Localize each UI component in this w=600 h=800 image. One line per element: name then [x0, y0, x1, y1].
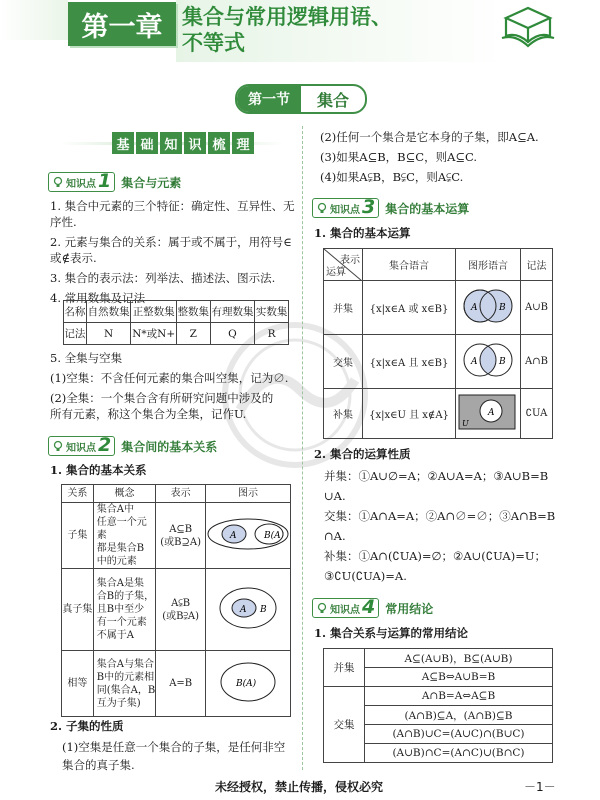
subset-prop-line: (1)空集是任意一个集合的子集，是任何非空: [62, 740, 286, 754]
conclusion-cell: (A∩B)⊆A，(A∩B)⊆B: [365, 706, 553, 725]
subset-prop-line: (4)如果A⫋B，B⫋C，则A⫋C.: [320, 170, 464, 184]
kp-number: 4: [362, 595, 376, 618]
kp1-item: 3. 集合的表示法：列举法、描述法、图示法.: [50, 271, 276, 285]
op-notation: A∪B: [521, 281, 553, 335]
intersection-venn-diagram: [456, 335, 521, 389]
op-prop-line: ∩A.: [324, 529, 346, 543]
basics-char: 基: [112, 132, 134, 154]
header-band-left: [0, 0, 68, 40]
op-lang: {x|x∈A 或 x∈B}: [363, 281, 456, 335]
numset-cell: Z: [176, 323, 210, 345]
op-row-complement: [324, 389, 553, 439]
kp-number: 3: [362, 195, 376, 218]
svg-text:B: B: [260, 604, 267, 615]
kp-title: 集合的基本运算: [385, 201, 470, 216]
conclusion-cell: (A∪B)∩C=(A∩C)∪(B∩C): [365, 744, 553, 763]
concept-line: 都是集合B: [96, 543, 145, 554]
concept-line: 中的元素: [96, 556, 137, 567]
basics-char: 础: [136, 132, 158, 154]
bulb-icon: [52, 176, 64, 188]
svg-text:U: U: [462, 419, 469, 428]
op-prop-line: 并集：①A∪∅=A；②A∪A=A；③A∪B=B: [324, 469, 549, 483]
section-number: 第一节: [237, 86, 301, 112]
op-prop-line: 交集：①A∩A=A；②A∩∅=∅；③A∩B=B: [324, 509, 556, 523]
chapter-title-line2: 不等式: [182, 31, 245, 55]
column-divider: [302, 126, 303, 770]
bulb-icon: [316, 602, 328, 614]
kp1-item: 或∉表示.: [50, 251, 97, 265]
concept-line: 互为子集): [96, 697, 141, 709]
numset-header: 名称: [64, 301, 87, 323]
kp1-item: 2. 元素与集合的关系：属于或不属于，用符号∈: [50, 235, 292, 249]
relation-header: 关系: [62, 485, 94, 503]
intersection-venn-svg: [457, 339, 519, 381]
concept-line: 有一个元素: [96, 617, 147, 628]
proper-venn-svg: [218, 584, 278, 632]
op-notation: A∩B: [521, 335, 553, 389]
page-footer: [0, 772, 600, 800]
concept-line: 集合A与集合: [96, 658, 154, 670]
repr-line: A=B: [169, 678, 193, 689]
op-prop-line: 补集：①A∩(∁UA)=∅；②A∪(∁UA)=U；: [324, 549, 547, 563]
kp-title: 常用结论: [385, 601, 434, 616]
relation-repr: [156, 651, 206, 717]
kp-badge: [48, 169, 115, 192]
svg-text:A: A: [488, 408, 495, 418]
open-book-icon: [500, 4, 556, 50]
kp1-text: [50, 198, 300, 306]
kp1-item: 1. 集合中元素的三个特征：确定性、互异性、无序性.: [50, 199, 295, 229]
kp-number: 1: [98, 169, 112, 192]
op-header: 图形语言: [456, 249, 521, 281]
basics-heading: [60, 132, 284, 154]
op-row-intersection: [324, 335, 553, 389]
repr-line: (或B⊇A): [160, 536, 202, 548]
numset-cell: N*或N+: [131, 323, 177, 345]
chapter-header: [0, 0, 600, 66]
numset-cell: Q: [210, 323, 255, 345]
subset-prop-line: (3)如果A⊆B，B⊆C，则A⊆C.: [320, 150, 478, 164]
svg-text:A: A: [240, 604, 247, 615]
basics-heading-chars: [112, 132, 254, 154]
op-lang: {x|x∈A 且 x∈B}: [363, 335, 456, 389]
kp-title: 集合间的基本关系: [121, 439, 218, 454]
conclusion-group-label: 交集: [324, 687, 365, 763]
op-prop-line: ∪A.: [324, 489, 346, 503]
equal-venn-diagram: [206, 651, 291, 717]
relation-header: 表示: [156, 485, 206, 503]
conclusion-cell: (A∩B)∪C=(A∪C)∩(B∪C): [365, 725, 553, 744]
complement-venn-svg: [457, 392, 519, 432]
full-empty-set-text: [50, 350, 300, 422]
knowledge-point-4-heading: [312, 595, 434, 618]
relation-header: 概念: [93, 485, 156, 503]
kp-label: 知识点: [66, 178, 96, 190]
chapter-title-line1: 集合与常用逻辑用语、: [182, 5, 392, 29]
concept-line: B中的元素相: [96, 671, 155, 683]
kp1-item: 4. 常用数集及记法: [50, 291, 146, 305]
kp-badge: [312, 195, 379, 218]
relation-repr: [156, 503, 206, 569]
chapter-badge: 第一章: [68, 2, 176, 46]
conclusion-table: [323, 648, 553, 763]
copyright-notice: 未经授权，禁止传播，侵权必究: [215, 780, 384, 794]
op-name: 交集: [324, 335, 363, 389]
concept-line: 合B的子集，: [96, 591, 155, 602]
numset-header: 整数集: [176, 301, 210, 323]
repr-line: A⫋B: [171, 597, 191, 609]
svg-text:A: A: [471, 357, 478, 367]
svg-text:B(A): B(A): [236, 678, 257, 689]
knowledge-point-2-heading: [48, 433, 218, 456]
bulb-icon: [52, 440, 64, 452]
kp2-subheading: 1. 集合的基本关系: [50, 463, 147, 477]
op-row-union: [324, 281, 553, 335]
relation-row-equal: [62, 651, 291, 717]
op-corner-cell: [324, 249, 363, 281]
svg-text:A: A: [230, 530, 237, 541]
op-name: 并集: [324, 281, 363, 335]
set-operation-table: [323, 248, 553, 439]
kp-number: 2: [98, 433, 112, 456]
relation-name: 子集: [62, 503, 94, 569]
corner-top: 表示: [340, 255, 360, 266]
svg-text:B: B: [499, 357, 506, 367]
op-header: 集合语言: [363, 249, 456, 281]
section-name: 集合: [316, 90, 349, 110]
kp-label: 知识点: [330, 604, 360, 616]
complement-venn-diagram: [456, 389, 521, 439]
kp3-subheading: 1. 集合的基本运算: [314, 226, 411, 240]
full-empty-line: 5. 全集与空集: [50, 351, 123, 365]
subset-prop-line: 集合的真子集.: [62, 758, 135, 772]
knowledge-point-3-heading: [312, 195, 470, 218]
relation-concept: [93, 503, 156, 569]
equal-venn-svg: [218, 659, 278, 705]
relation-concept: [93, 651, 156, 717]
operation-props: [324, 466, 562, 586]
kp-label: 知识点: [330, 204, 360, 216]
subset-venn-diagram: [206, 503, 291, 569]
concept-line: 集合A是集: [96, 578, 144, 589]
relation-row-proper: [62, 569, 291, 651]
basics-char: 知: [160, 132, 182, 154]
subset-props: [62, 738, 302, 774]
numset-header: 自然数集: [86, 301, 131, 323]
basics-char: 理: [232, 132, 254, 154]
numset-cell: N: [86, 323, 131, 345]
set-relation-table: [61, 484, 291, 717]
numset-cell: R: [255, 323, 289, 345]
relation-name: 相等: [62, 651, 94, 717]
kp4-subheading: 1. 集合关系与运算的常用结论: [314, 626, 469, 640]
subset-venn-svg: [206, 517, 290, 551]
chapter-title: [182, 4, 432, 56]
full-empty-line: (1)空集：不含任何元素的集合叫空集，记为∅.: [50, 371, 289, 385]
kp3-subheading: 2. 集合的运算性质: [314, 447, 411, 461]
page-number: －1－: [524, 780, 556, 794]
op-name: 补集: [324, 389, 363, 439]
bulb-icon: [316, 202, 328, 214]
numset-header: 有理数集: [210, 301, 255, 323]
relation-concept: [93, 569, 156, 651]
op-header: 记法: [521, 249, 553, 281]
relation-repr: [156, 569, 206, 651]
subset-prop-line: (2)任何一个集合是它本身的子集，即A⊆A.: [320, 130, 539, 144]
full-empty-line: 所有元素，称这个集合为全集，记作U.: [50, 407, 247, 421]
proper-subset-venn-diagram: [206, 569, 291, 651]
concept-line: 任意一个元素: [96, 517, 147, 541]
concept-line: 同(集合A，B: [96, 684, 156, 696]
section-title-pill: [235, 84, 367, 114]
numset-header: 正整数集: [131, 301, 177, 323]
op-notation: ∁UA: [521, 389, 553, 439]
knowledge-point-1-heading: [48, 169, 182, 192]
numset-cell: 记法: [64, 323, 87, 345]
svg-text:B: B: [499, 303, 506, 313]
union-venn-diagram: [456, 281, 521, 335]
kp-label: 知识点: [66, 442, 96, 454]
kp-badge: [312, 595, 379, 618]
svg-text:A: A: [471, 303, 478, 313]
repr-line: A⊆B: [169, 523, 193, 535]
repr-line: (或B⫌A): [162, 610, 200, 622]
union-venn-svg: [457, 285, 519, 327]
op-lang: {x|x∈U 且 x∉A}: [363, 389, 456, 439]
numset-header: 实数集: [255, 301, 289, 323]
kp-title: 集合与元素: [121, 175, 182, 190]
kp2-subheading: 2. 子集的性质: [50, 719, 124, 733]
concept-line: 且B中至少: [96, 604, 145, 615]
op-prop-line: ③∁U(∁UA)=A.: [324, 569, 407, 583]
kp-badge: [48, 433, 115, 456]
full-empty-line: (2)全集：一个集合含有所研究问题中涉及的: [50, 391, 274, 405]
subset-props-continued: [320, 127, 560, 187]
basics-char: 梳: [208, 132, 230, 154]
relation-name: 真子集: [62, 569, 94, 651]
number-set-table: [63, 300, 289, 345]
concept-line: 集合A中: [96, 504, 134, 515]
corner-bottom: 运算: [326, 267, 346, 278]
basics-char: 识: [184, 132, 206, 154]
svg-text:B(A): B(A): [264, 530, 285, 541]
relation-row-subset: [62, 503, 291, 569]
conclusion-cell: A⊆B⇔A∪B=B: [365, 668, 553, 687]
relation-header: 图示: [206, 485, 291, 503]
conclusion-cell: A∩B=A⇔A⊆B: [365, 687, 553, 706]
conclusion-cell: A⊆(A∪B)，B⊆(A∪B): [365, 649, 553, 668]
conclusion-group-label: 并集: [324, 649, 365, 687]
concept-line: 不属于A: [96, 630, 134, 641]
